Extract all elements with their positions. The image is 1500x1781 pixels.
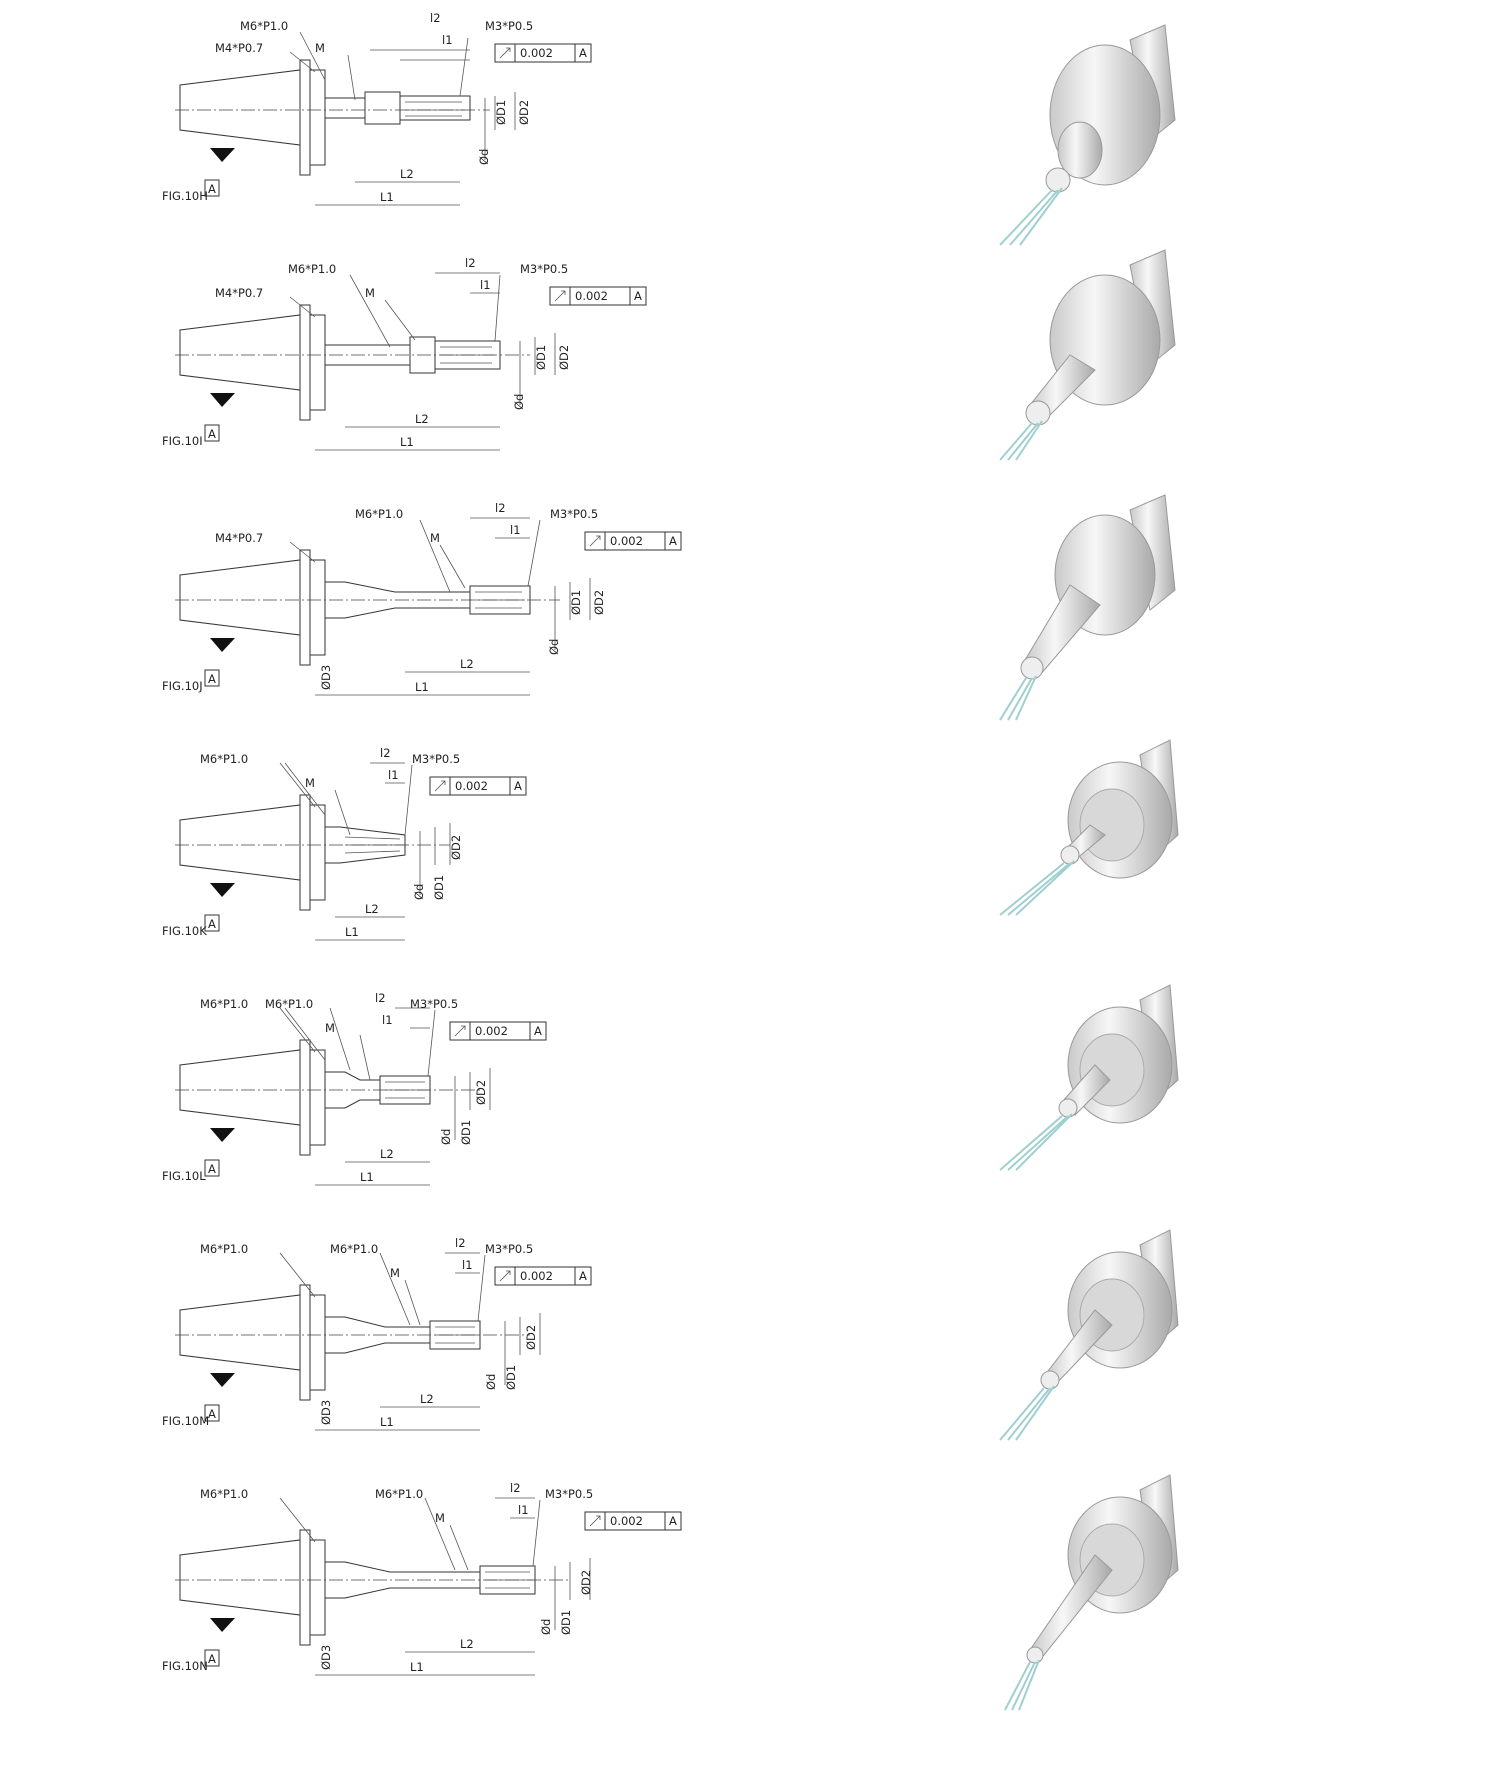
runout-symbol-icon <box>435 781 445 791</box>
label-m3-thread: M3*P0.5 <box>520 262 569 276</box>
label-L2: L2 <box>420 1392 434 1406</box>
label-d2: ØD2 <box>579 1569 593 1595</box>
label-d2: ØD2 <box>517 99 531 125</box>
figure-10n <box>0 1470 1500 1715</box>
runout-symbol-icon <box>500 1271 510 1281</box>
label-l2-small: l2 <box>465 256 476 270</box>
label-m4-thread: M4*P0.7 <box>215 286 264 300</box>
shank-taper <box>180 805 300 880</box>
label-m6-thread: M6*P1.0 <box>240 19 289 33</box>
label-l2-small: l2 <box>375 991 386 1005</box>
label-d2: ØD2 <box>474 1079 488 1105</box>
render-coolant <box>1005 1660 1039 1710</box>
tool-holder-render-10k <box>1000 735 1340 980</box>
tolerance-value: 0.002 <box>520 46 553 60</box>
label-d1: ØD1 <box>459 1119 473 1145</box>
tolerance-value: 0.002 <box>455 779 488 793</box>
datum-triangle <box>210 883 235 897</box>
label-m6-thread-2: M6*P1.0 <box>330 1242 379 1256</box>
figure-label: FIG.10L <box>162 1169 206 1183</box>
tolerance-value: 0.002 <box>610 534 643 548</box>
label-m3-thread: M3*P0.5 <box>485 1242 534 1256</box>
flange <box>300 1285 325 1400</box>
label-L2: L2 <box>380 1147 394 1161</box>
label-m6-thread: M6*P1.0 <box>288 262 337 276</box>
label-L2: L2 <box>460 657 474 671</box>
render-nose <box>1026 401 1050 425</box>
tolerance-value: 0.002 <box>475 1024 508 1038</box>
flange <box>300 60 325 175</box>
figure-label: FIG.10K <box>162 924 207 938</box>
render-coolant <box>1000 188 1062 245</box>
shank-taper <box>180 1295 300 1370</box>
datum-triangle <box>210 393 235 407</box>
leader-lines <box>290 520 540 592</box>
label-d1: ØD1 <box>534 344 548 370</box>
render-nose <box>1046 168 1070 192</box>
tool-holder-render-10j <box>1000 490 1340 735</box>
label-l1-small: l1 <box>388 768 399 782</box>
figure-10l <box>0 980 1500 1225</box>
datum-label: A <box>208 1652 216 1666</box>
label-m6-thread: M6*P1.0 <box>200 1242 249 1256</box>
figure-10i <box>0 245 1500 490</box>
label-l2-small: l2 <box>510 1481 521 1495</box>
datum-label: A <box>208 427 216 441</box>
label-d3: ØD3 <box>319 1399 333 1425</box>
collet-nose <box>365 92 470 124</box>
label-d: Ød <box>477 148 491 165</box>
tolerance-value: 0.002 <box>610 1514 643 1528</box>
datum-triangle <box>210 148 235 162</box>
datum-triangle <box>210 1373 235 1387</box>
label-d2: ØD2 <box>449 834 463 860</box>
runout-symbol-icon <box>455 1026 465 1036</box>
label-L2: L2 <box>400 167 414 181</box>
tolerance-datum: A <box>534 1024 542 1038</box>
tool-holder-render-10m <box>1000 1225 1340 1470</box>
label-l2-small: l2 <box>380 746 391 760</box>
tolerance-value: 0.002 <box>520 1269 553 1283</box>
label-m3-thread: M3*P0.5 <box>545 1487 594 1501</box>
technical-drawing-10k <box>150 735 770 980</box>
label-l2-small: l2 <box>495 501 506 515</box>
tolerance-datum: A <box>669 534 677 548</box>
figure-label: FIG.10J <box>162 679 203 693</box>
tolerance-value: 0.002 <box>575 289 608 303</box>
datum-label: A <box>208 1162 216 1176</box>
figure-label: FIG.10N <box>162 1659 208 1673</box>
tool-holder-render-10n <box>1000 1470 1340 1715</box>
label-L1: L1 <box>380 1415 394 1429</box>
label-m: M <box>325 1021 335 1035</box>
label-d1: ØD1 <box>494 99 508 125</box>
tolerance-datum: A <box>579 1269 587 1283</box>
tool-holder-render-10i <box>1000 245 1340 490</box>
label-m6-thread: M6*P1.0 <box>200 997 249 1011</box>
label-m6-thread: M6*P1.0 <box>355 507 404 521</box>
shank-taper <box>180 560 300 635</box>
label-d1: ØD1 <box>569 589 583 615</box>
label-m: M <box>430 531 440 545</box>
label-d3: ØD3 <box>319 1644 333 1670</box>
label-m: M <box>305 776 315 790</box>
tolerance-datum: A <box>579 46 587 60</box>
label-L2: L2 <box>365 902 379 916</box>
figure-label: FIG.10M <box>162 1414 210 1428</box>
label-m6-thread: M6*P1.0 <box>200 1487 249 1501</box>
label-m6-thread: M6*P1.0 <box>200 752 249 766</box>
render-nose <box>1021 657 1043 679</box>
collet-slots <box>405 102 465 116</box>
flange <box>300 1040 325 1155</box>
runout-symbol-icon <box>590 1516 600 1526</box>
label-l1-small: l1 <box>442 33 453 47</box>
label-m3-thread: M3*P0.5 <box>550 507 599 521</box>
datum-triangle <box>210 1618 235 1632</box>
datum-label: A <box>208 182 216 196</box>
label-l1-small: l1 <box>480 278 491 292</box>
label-m4-thread: M4*P0.7 <box>215 531 264 545</box>
technical-drawing-10i <box>150 245 770 490</box>
label-L2: L2 <box>460 1637 474 1651</box>
tolerance-datum: A <box>514 779 522 793</box>
technical-drawing-10l <box>150 980 770 1225</box>
render-coolant <box>1000 421 1042 460</box>
body <box>325 98 365 118</box>
render-nose <box>1059 1099 1077 1117</box>
label-d: Ød <box>484 1373 498 1390</box>
figure-label: FIG.10I <box>162 434 203 448</box>
datum-label: A <box>208 672 216 686</box>
leader-lines <box>280 1008 435 1080</box>
datum-triangle <box>210 1128 235 1142</box>
label-d: Ød <box>412 883 426 900</box>
label-L1: L1 <box>410 1660 424 1674</box>
label-m: M <box>315 41 325 55</box>
label-d1: ØD1 <box>559 1609 573 1635</box>
runout-symbol-icon <box>555 291 565 301</box>
shank-taper <box>180 315 300 390</box>
label-m: M <box>365 286 375 300</box>
leader-lines <box>280 1253 485 1325</box>
label-L1: L1 <box>415 680 429 694</box>
shank-taper <box>180 1540 300 1615</box>
technical-drawing-10h <box>150 0 770 245</box>
label-d1: ØD1 <box>504 1364 518 1390</box>
label-d3: ØD3 <box>319 664 333 690</box>
render-coolant <box>1000 1386 1054 1440</box>
shank-taper <box>180 70 300 145</box>
dimension-lines <box>315 518 590 695</box>
label-L1: L1 <box>360 1170 374 1184</box>
label-d2: ØD2 <box>524 1324 538 1350</box>
flange <box>300 1530 325 1645</box>
label-m3-thread: M3*P0.5 <box>412 752 461 766</box>
tool-holder-render-10h <box>1000 0 1340 245</box>
render-coolant <box>1000 676 1036 720</box>
figure-10k <box>0 735 1500 980</box>
label-l1-small: l1 <box>518 1503 529 1517</box>
dimension-lines <box>315 1008 490 1185</box>
tool-holder-render-10l <box>1000 980 1340 1225</box>
label-m4-thread: M4*P0.7 <box>215 41 264 55</box>
runout-symbol-icon <box>500 48 510 58</box>
label-d2: ØD2 <box>592 589 606 615</box>
label-l1-small: l1 <box>510 523 521 537</box>
label-d: Ød <box>439 1128 453 1145</box>
runout-symbol-icon <box>590 536 600 546</box>
tolerance-datum: A <box>634 289 642 303</box>
flange <box>300 550 325 665</box>
flange <box>300 305 325 420</box>
label-L1: L1 <box>380 190 394 204</box>
label-d1: ØD1 <box>432 874 446 900</box>
dimension-lines <box>315 50 515 205</box>
datum-label: A <box>208 917 216 931</box>
render-nose <box>1027 1647 1043 1663</box>
technical-drawing-10n <box>150 1470 770 1715</box>
label-l2-small: l2 <box>430 11 441 25</box>
figure-10m <box>0 1225 1500 1470</box>
leader-lines <box>290 275 500 347</box>
label-m3-thread: M3*P0.5 <box>485 19 534 33</box>
tolerance-datum: A <box>669 1514 677 1528</box>
label-m: M <box>435 1511 445 1525</box>
label-l1-small: l1 <box>382 1013 393 1027</box>
figure-label: FIG.10H <box>162 189 208 203</box>
label-d: Ød <box>539 1618 553 1635</box>
label-m: M <box>390 1266 400 1280</box>
render-nose <box>1041 1371 1059 1389</box>
shank-taper <box>180 1050 300 1125</box>
label-l2-small: l2 <box>455 1236 466 1250</box>
figure-10h <box>0 0 1500 245</box>
label-d: Ød <box>512 393 526 410</box>
label-m3-thread: M3*P0.5 <box>410 997 459 1011</box>
label-m6-thread-2: M6*P1.0 <box>265 997 314 1011</box>
flange <box>300 795 325 910</box>
leader-lines <box>280 1498 540 1570</box>
label-d: Ød <box>547 638 561 655</box>
datum-triangle <box>210 638 235 652</box>
datum-label: A <box>208 1407 216 1421</box>
label-L1: L1 <box>400 435 414 449</box>
label-d2: ØD2 <box>557 344 571 370</box>
render-coolant <box>1000 861 1074 915</box>
label-L1: L1 <box>345 925 359 939</box>
render-coolant <box>1000 1114 1072 1170</box>
render-nose <box>1061 846 1079 864</box>
figure-10j <box>0 490 1500 735</box>
label-m6-thread-2: M6*P1.0 <box>375 1487 424 1501</box>
technical-drawing-10m <box>150 1225 770 1470</box>
dimension-lines <box>315 1498 590 1675</box>
label-l1-small: l1 <box>462 1258 473 1272</box>
technical-drawing-10j <box>150 490 770 735</box>
label-L2: L2 <box>415 412 429 426</box>
